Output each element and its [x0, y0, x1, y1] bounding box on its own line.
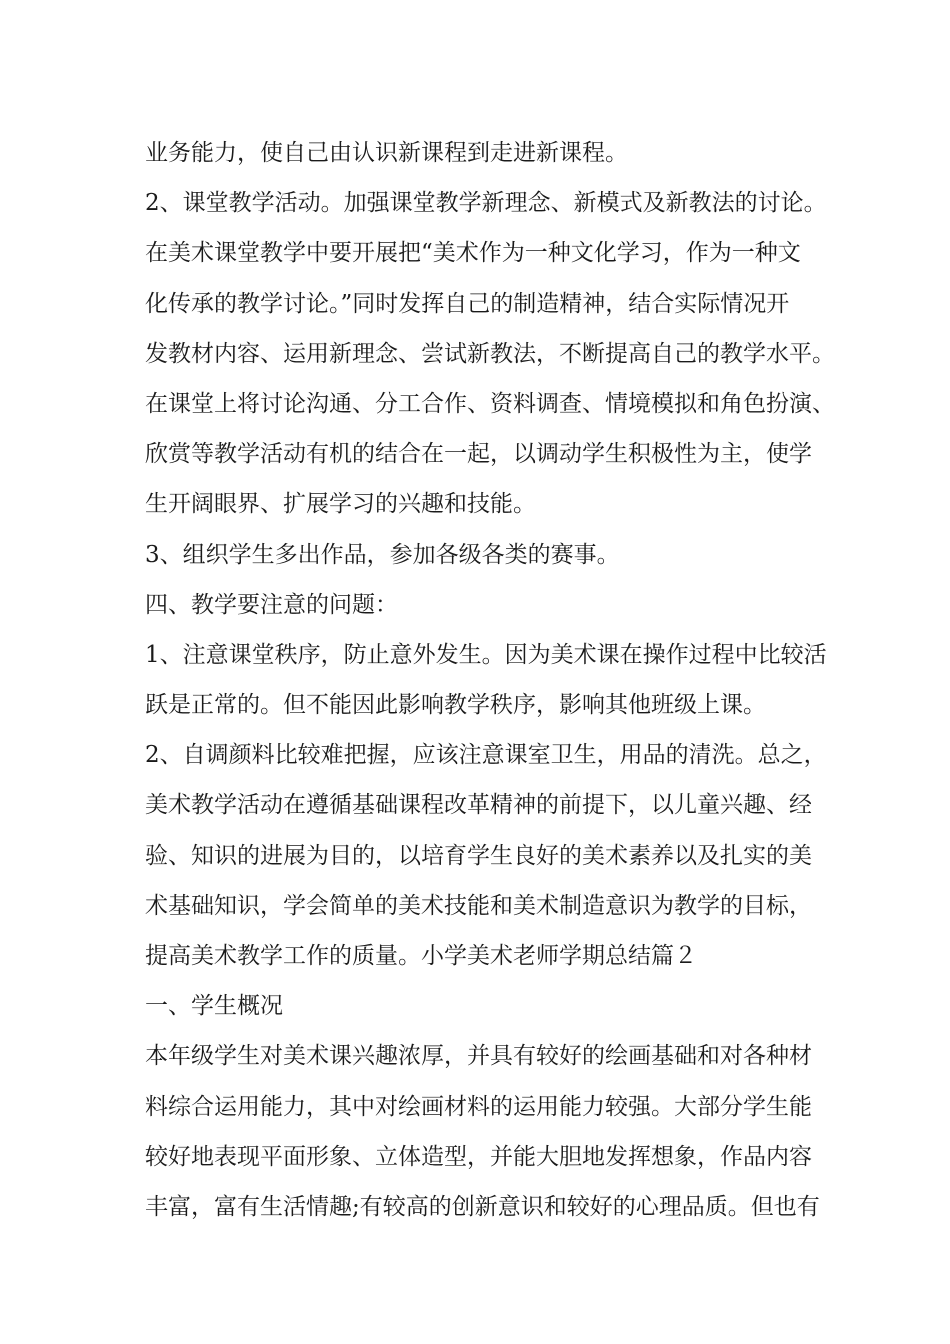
text-line: 术基础知识，学会简单的美术技能和美术制造意识为教学的目标，: [145, 892, 812, 919]
text-line: 化传承的教学讨论。”同时发挥自己的制造精神，结合实际情况开: [145, 290, 790, 317]
text-line: 2、自调颜料比较难把握，应该注意课室卫生，用品的清洗。总之，: [145, 742, 827, 769]
text-line: 料综合运用能力，其中对绘画材料的运用能力较强。大部分学生能: [145, 1093, 812, 1120]
text-line: 生开阔眼界、扩展学习的兴趣和技能。: [145, 491, 536, 518]
document-body: [145, 128, 835, 1232]
text-line: 较好地表现平面形象、立体造型，并能大胆地发挥想象，作品内容: [145, 1143, 812, 1170]
text-line: 本年级学生对美术课兴趣浓厚，并具有较好的绘画基础和对各种材: [145, 1043, 812, 1070]
text-line: 一、学生概况: [145, 993, 283, 1020]
text-line: 丰富，富有生活情趣;有较高的创新意识和较好的心理品质。但也有: [145, 1193, 820, 1220]
text-line: 发教材内容、运用新理念、尝试新教法，不断提高自己的教学水平。: [145, 340, 835, 367]
text-line: 美术教学活动在遵循基础课程改革精神的前提下，以儿童兴趣、经: [145, 792, 812, 819]
text-line: 3、组织学生多出作品，参加各级各类的赛事。: [145, 541, 620, 568]
text-line: 欣赏等教学活动有机的结合在一起，以调动学生积极性为主，使学: [145, 441, 812, 468]
text-line: 提高美术教学工作的质量。小学美术老师学期总结篇２: [145, 943, 697, 969]
text-line: 四、教学要注意的问题：: [145, 591, 398, 618]
text-line: 跃是正常的。但不能因此影响教学秩序，影响其他班级上课。: [145, 692, 766, 719]
text-line: 1、注意课堂秩序，防止意外发生。因为美术课在操作过程中比较活: [145, 641, 827, 668]
text-line: 验、知识的进展为目的，以培育学生良好的美术素养以及扎实的美: [145, 842, 812, 869]
text-line: 在课堂上将讨论沟通、分工合作、资料调查、情境模拟和角色扮演、: [145, 390, 835, 417]
text-line: 业务能力，使自己由认识新课程到走进新课程。: [145, 140, 628, 166]
text-line: 2、课堂教学活动。加强课堂教学新理念、新模式及新教法的讨论。: [145, 190, 827, 217]
text-line: 在美术课堂教学中要开展把“美术作为一种文化学习，作为一种文: [145, 240, 801, 267]
